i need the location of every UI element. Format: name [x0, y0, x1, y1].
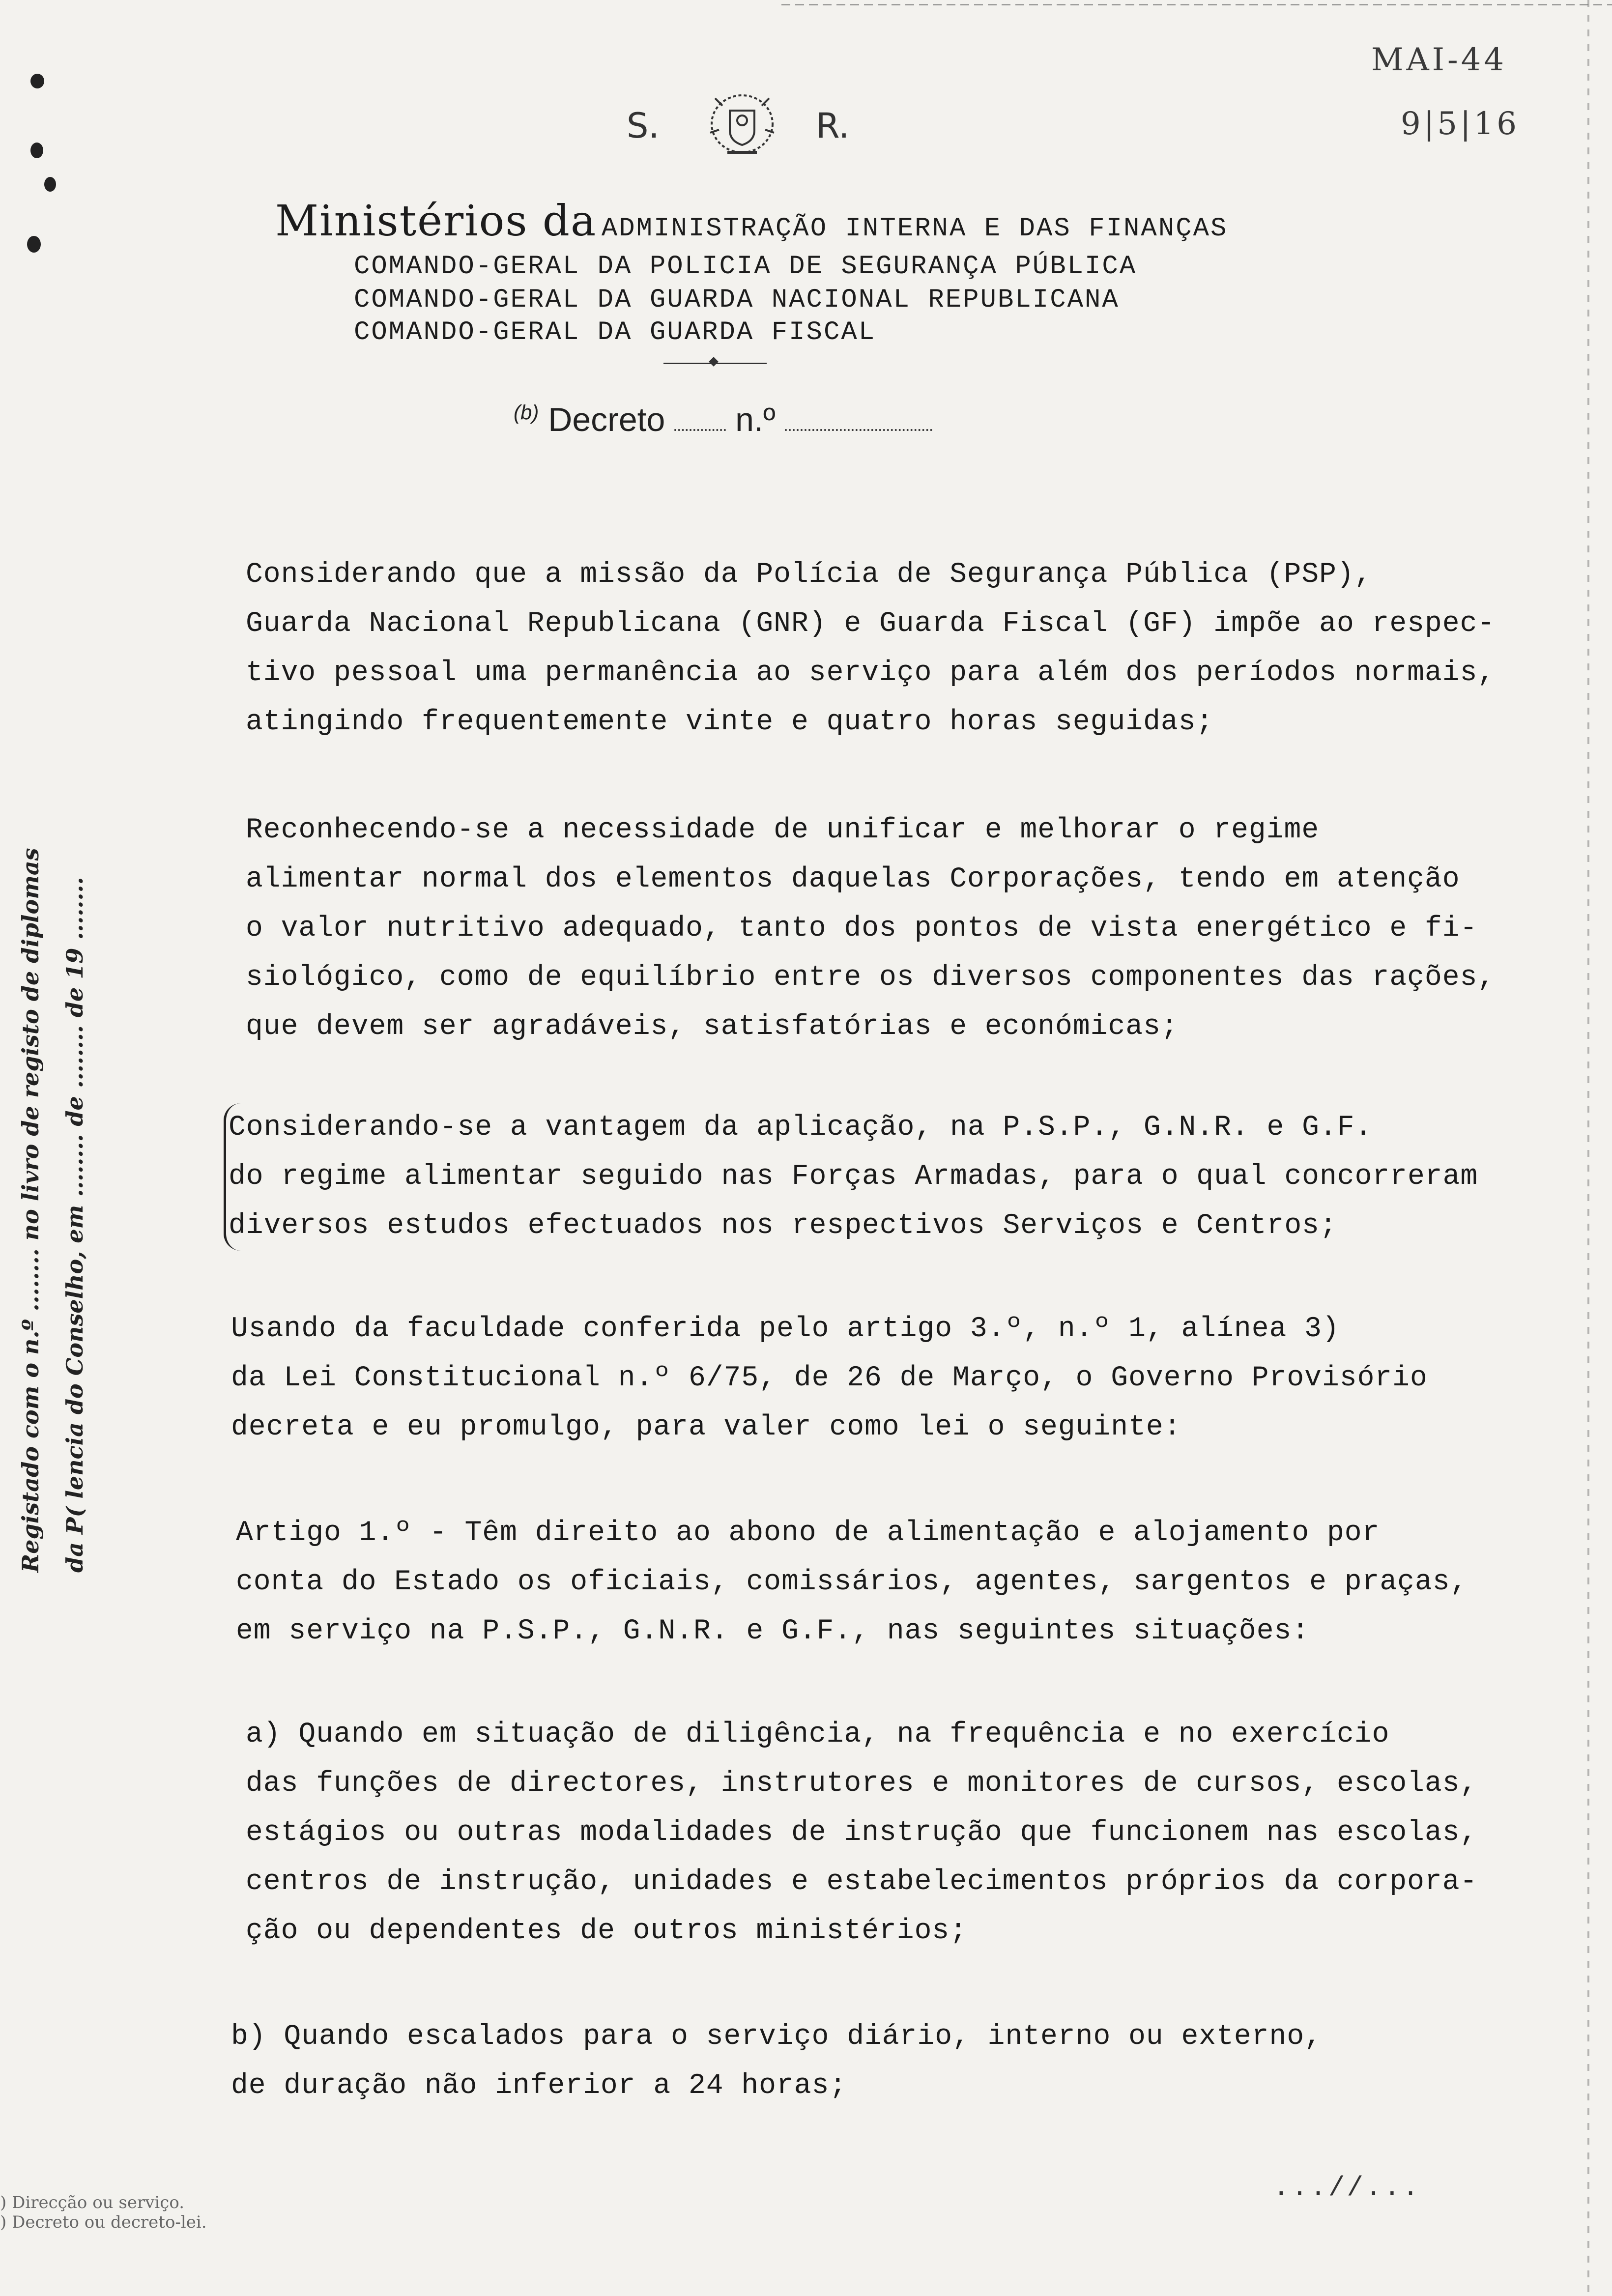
paragraph-usando: Usando da faculdade conferida pelo artigo 3.º, n.º 1, alínea 3) da Lei Constitucional n.º 6/75, de 26 de Março, o Governo Provisório decreta e eu promulgo, para valer como lei o seguinte: — [231, 1313, 1428, 1443]
punch-hole — [27, 236, 41, 253]
margin-line-2: da P( lencia do Conselho, em ........ de ........ de 19 ........ — [61, 877, 88, 1573]
paragraph-item-a: a) Quando em situação de diligência, na frequência e no exercício das funções de directores, instrutores e monitores de cursos, escolas, estágios ou outras modalidades de instrução que funcionem nas escolas, centros de instrução, unidades e estabelecimentos próprios da corpora- ção ou dependentes de outros ministérios; — [246, 1719, 1478, 1947]
paragraph-artigo-1: Artigo 1.º - Têm direito ao abono de alimentação e alojamento por conta do Estado os oficiais, comissários, agentes, sargentos e praças, em serviço na P.S.P., G.N.R. e G.F., nas seguintes situações: — [236, 1517, 1468, 1647]
registration-margin-note — [17, 848, 88, 1573]
continuation-mark: ...//... — [1273, 2172, 1421, 2204]
ministry-heading — [275, 197, 1228, 246]
archive-date: 9|5|16 — [1401, 106, 1520, 142]
footnotes: ) Direcção ou serviço. ) Decreto ou decreto-lei. — [0, 2193, 207, 2232]
punch-hole — [30, 143, 43, 158]
ministry-name: ADMINISTRAÇÃO INTERNA E DAS FINANÇAS — [601, 214, 1228, 244]
command-gf: COMANDO-GERAL DA GUARDA FISCAL — [354, 317, 876, 347]
page-edge-right — [1587, 0, 1589, 2296]
coat-of-arms-icon — [695, 84, 789, 162]
page-edge-top — [781, 4, 1612, 5]
punch-hole — [30, 74, 44, 88]
decree-label: Decreto — [548, 401, 665, 438]
decree-number-label: n.º — [735, 401, 776, 438]
command-gnr: COMANDO-GERAL DA GUARDA NACIONAL REPUBLICANA — [354, 285, 1120, 315]
decree-number-field — [785, 424, 932, 431]
paragraph-considerando-2: Considerando-se a vantagem da aplicação, na P.S.P., G.N.R. e G.F. do regime alimentar seguido nas Forças Armadas, para o qual concorreram diversos estudos efectuados nos respectivos Serviços e Centros; — [229, 1112, 1478, 1242]
archive-reference: MAI-44 — [1371, 42, 1507, 78]
command-psp: COMANDO-GERAL DA POLICIA DE SEGURANÇA PÚBLICA — [354, 252, 1137, 282]
margin-line-1: Registado com o n.º ........ no livro de registo de diplomas — [17, 848, 44, 1573]
paragraph-item-b: b) Quando escalados para o serviço diário, interno ou externo, de duração não inferior a 24 horas; — [231, 2021, 1322, 2102]
ministry-prefix: Ministérios da — [275, 197, 597, 246]
paragraph-reconhecendo: Reconhecendo-se a necessidade de unificar e melhorar o regime alimentar normal dos elementos daquelas Corporações, tendo em atenção o valor nutritivo adequado, tanto dos pontos de vista energético e fi- siológico, como de equilíbrio entre os diversos componentes das rações, que devem ser agradáveis, satisfatórias e económicas; — [246, 814, 1496, 1043]
decree-blank-field — [674, 424, 726, 431]
divider-ornament — [709, 357, 719, 367]
sr-left: S. — [627, 106, 660, 146]
punch-hole — [44, 177, 56, 192]
decree-footnote-mark: (b) — [514, 401, 539, 424]
sr-right: R. — [816, 106, 850, 146]
decree-number-line — [514, 401, 932, 439]
paragraph-considerando-1: Considerando que a missão da Polícia de Segurança Pública (PSP), Guarda Nacional Republicana (GNR) e Guarda Fiscal (GF) impõe ao respec- tivo pessoal uma permanência ao serviço para além dos períodos normais, atingindo frequentemente vinte e quatro horas seguidas; — [246, 559, 1496, 738]
